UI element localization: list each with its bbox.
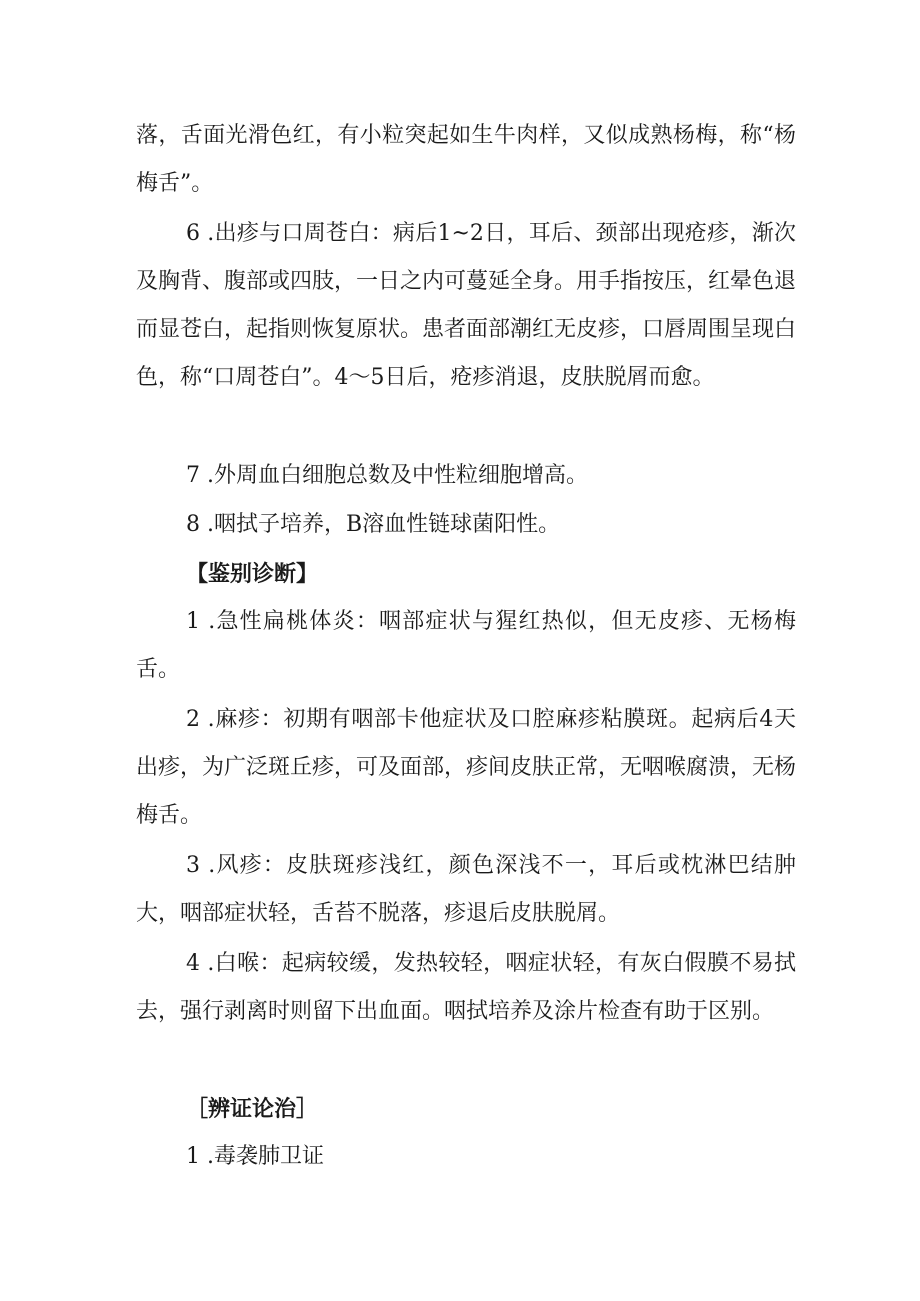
section-heading-syndrome-treatment: ［辨证论治］ [186,1096,319,1122]
paragraph-diff-4: 4 .白喉：起病较缓，发热较轻，咽症状轻，有灰白假膜不易拭去，强行剥离时则留下出血面。咽拭培养及涂片检查有助于区别。 [136,951,796,1024]
paragraph-item-8: 8 .咽拭子培养，B溶血性链球菌阳性。 [186,512,561,537]
paragraph-item-7: 7 .外周血白细胞总数及中性粒细胞增高。 [186,463,588,488]
paragraph-continuation: 落，舌面光滑色红，有小粒突起如生牛肉样，又似成熟杨梅，称“杨梅舌”。 [136,123,796,196]
paragraph-item-6: 6 .出疹与口周苍白：病后1~2日，耳后、颈部出现疮疹，渐次及胸背、腹部或四肢，一日之内可蔓延全身。用手指按压，红晕色退而显苍白，起指则恢复原状。患者面部潮红无皮疹，口唇周围呈现白色，称“口周苍白”。4～5日后，疮疹消退，皮肤脱屑而愈。 [136,221,797,390]
paragraph-diff-1: 1 .急性扁桃体炎：咽部症状与猩红热似，但无皮疹、无杨梅舌。 [136,609,796,682]
paragraph-diff-2: 2 .麻疹：初期有咽部卡他症状及口腔麻疹粘膜斑。起病后4天出疹，为广泛斑丘疹，可及面部，疹间皮肤正常，无咽喉腐溃，无杨梅舌。 [136,707,797,828]
paragraph-treatment-1: 1 .毒袭肺卫证 [186,1144,324,1169]
section-heading-differential-diagnosis: 【鉴别诊断】 [186,561,319,587]
paragraph-diff-3: 3 .风疹：皮肤斑疹浅红，颜色深浅不一，耳后或枕淋巴结肿大，咽部症状轻，舌苔不脱落，疹退后皮肤脱屑。 [136,853,796,926]
